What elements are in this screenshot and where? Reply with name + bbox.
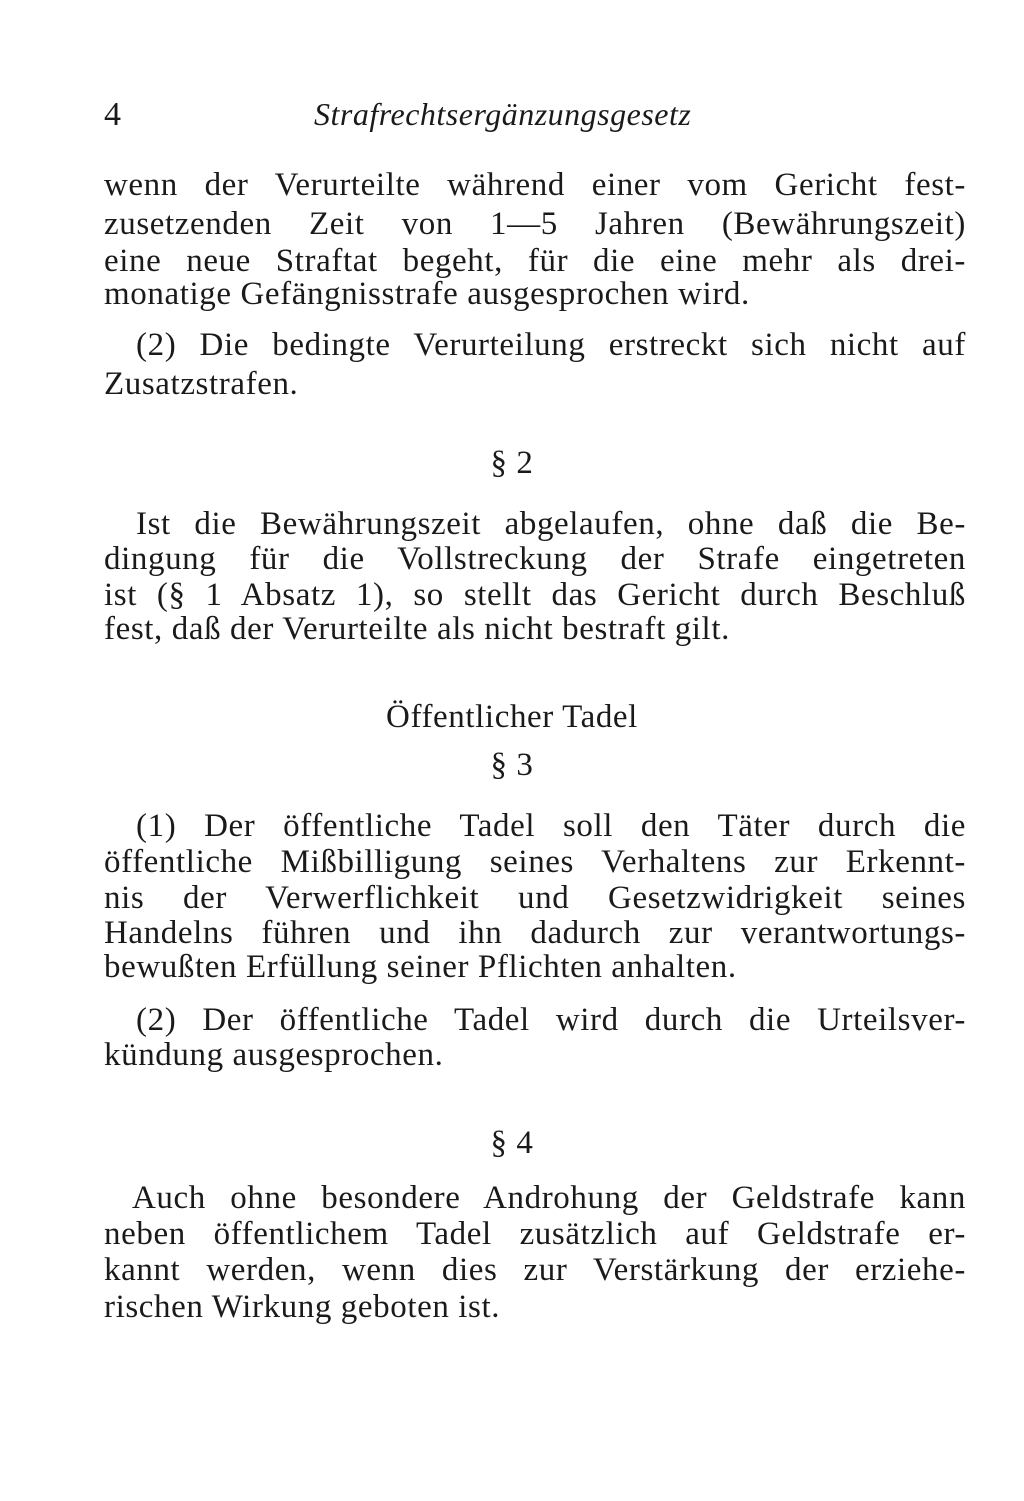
text-line: neben öffentlichem Tadel zusätzlich auf Geldstrafe er- <box>104 1216 966 1252</box>
text-line: nis der Verwerflichkeit und Gesetzwidrigkeit seines <box>104 880 966 916</box>
text-line: (2) Der öffentliche Tadel wird durch die Urteilsver- <box>136 1002 966 1038</box>
text-line: (1) Der öffentliche Tadel soll den Täter durch die <box>136 808 966 844</box>
text-line: ist (§ 1 Absatz 1), so stellt das Gericht durch Beschluß <box>104 577 966 613</box>
section-heading-2: § 2 <box>490 445 534 481</box>
text-line: wenn der Verurteilte während einer vom Gericht fest- <box>104 167 966 203</box>
text-line: eine neue Straftat begeht, für die eine mehr als drei- <box>104 243 966 279</box>
text-line: Zusatzstrafen. <box>104 366 299 402</box>
text-line: rischen Wirkung geboten ist. <box>104 1289 501 1325</box>
page-number: 4 <box>104 96 121 133</box>
text-line: Auch ohne besondere Androhung der Geldstrafe kann <box>132 1180 966 1216</box>
running-title: Strafrechtsergänzungsgesetz <box>314 96 692 132</box>
text-line: (2) Die bedingte Verurteilung erstreckt sich nicht auf <box>136 327 966 363</box>
section-heading-4: § 4 <box>490 1125 534 1161</box>
text-line: öffentliche Mißbilligung seines Verhaltens zur Erkennt- <box>104 844 966 880</box>
text-line: zusetzenden Zeit von 1—5 Jahren (Bewährungszeit) <box>104 206 966 242</box>
text-line: Ist die Bewährungszeit abgelaufen, ohne daß die Be- <box>136 506 966 542</box>
section-title: Öffentlicher Tadel <box>386 699 638 735</box>
text-line: Handelns führen und ihn dadurch zur verantwortungs- <box>104 915 966 951</box>
page-header <box>104 96 974 140</box>
text-line: dingung für die Vollstreckung der Strafe eingetreten <box>104 541 966 577</box>
section-heading-3: § 3 <box>490 747 534 783</box>
text-line: monatige Gefängnisstrafe ausgesprochen wird. <box>104 276 750 312</box>
text-line: kannt werden, wenn dies zur Verstärkung der erziehe- <box>104 1252 966 1288</box>
text-line: fest, daß der Verurteilte als nicht bestraft gilt. <box>104 611 730 647</box>
text-line: kündung ausgesprochen. <box>104 1037 444 1073</box>
text-line: bewußten Erfüllung seiner Pflichten anhalten. <box>104 949 737 985</box>
